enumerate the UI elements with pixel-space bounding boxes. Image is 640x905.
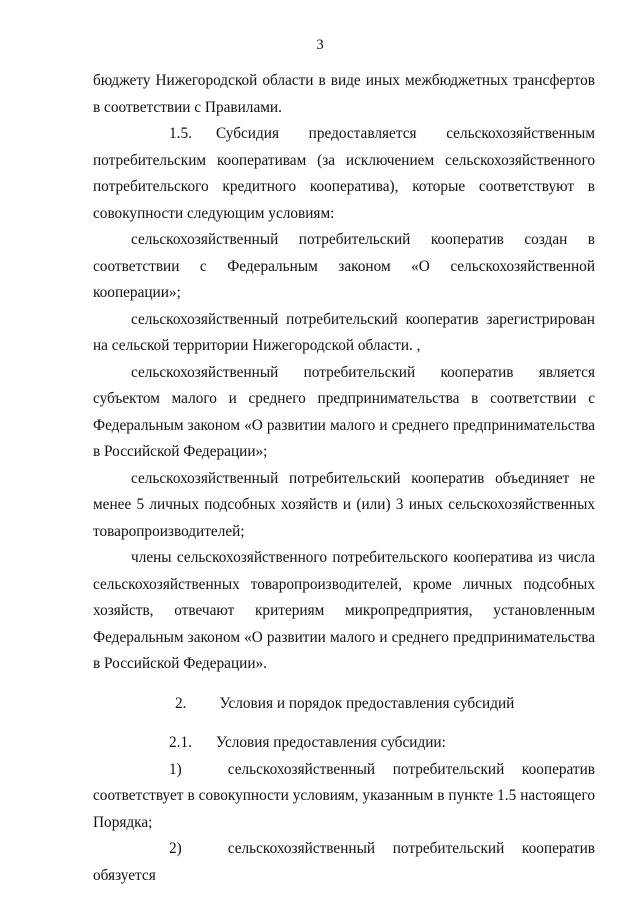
subclause-2 xyxy=(93,836,595,889)
subclause-number: 1) xyxy=(169,760,182,778)
section-heading xyxy=(93,691,595,718)
subclause-text: сельскохозяйственный потребительский кооператив соответствует в совокупности условиям, указанным в пункте 1.5 настоящего Порядка; xyxy=(93,760,595,831)
clause-number: 1.5. xyxy=(169,125,192,142)
subclause-1 xyxy=(93,757,595,837)
clause-1-5 xyxy=(93,121,595,227)
condition-sme-subject: сельскохозяйственный потребительский кооператив является субъектом малого и среднего предпринимательства в соответствии с Федеральным законом «О развитии малого и среднего предпринимательства в Российской Федерации»; xyxy=(93,363,595,460)
clause-text: Субсидия предоставляется сельскохозяйственным потребительским кооперативам (за исключением сельскохозяйственного потребительского кредитного кооператива), которые соответствуют в совокупности следующим условиям: xyxy=(93,125,595,222)
clause-number: 2.1. xyxy=(169,734,192,751)
clause-2-1 xyxy=(93,730,595,757)
paragraph-continuation: бюджету Нижегородской области в виде иных межбюджетных трансфертов в соответствии с Правилами. xyxy=(93,72,595,116)
condition-registered: сельскохозяйственный потребительский кооператив зарегистрирован на сельской территории Нижегородской области. , xyxy=(93,310,595,354)
section-title: Условия и порядок предоставления субсидий xyxy=(219,694,515,712)
page-number: 3 xyxy=(316,37,324,53)
condition-membership: сельскохозяйственный потребительский кооператив объединяет не менее 5 личных подсобных хозяйств и (или) 3 иных сельскохозяйственных товаропроизводителей; xyxy=(93,469,595,540)
clause-text: Условия предоставления субсидии: xyxy=(215,734,446,751)
condition-created: сельскохозяйственный потребительский кооператив создан в соответствии с Федеральным законом «О сельскохозяйственной кооперации»; xyxy=(93,231,595,301)
condition-members-criteria: члены сельскохозяйственного потребительского кооператива из числа сельскохозяйственных товаропроизводителей, кроме личных подсобных хозяйств, отвечают критериям микропредприятия, установленным Федеральным законом «О развитии малого и среднего предпринимательства в Российской Федерации». xyxy=(93,549,595,672)
document-body xyxy=(93,68,595,889)
subclause-number: 2) xyxy=(169,840,182,857)
section-number: 2. xyxy=(175,694,187,712)
subclause-text: сельскохозяйственный потребительский кооператив обязуется xyxy=(93,840,595,884)
